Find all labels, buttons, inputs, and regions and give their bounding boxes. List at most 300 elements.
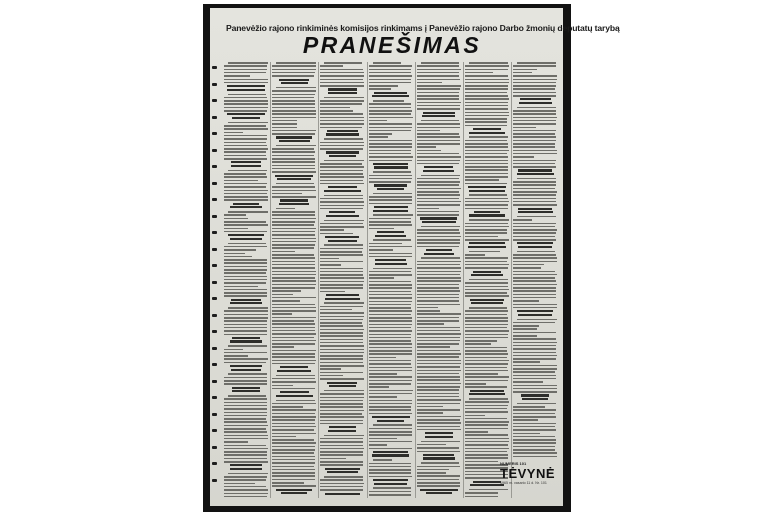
newspaper-title: TĖVYNĖ [500,466,556,481]
column-text-line [513,198,556,200]
column-text-line [513,328,537,330]
column-text-line [224,231,267,233]
column-text-line [513,391,556,393]
column-text-line [417,201,461,203]
column-text-line [417,287,460,289]
column-text-line [513,446,555,448]
column-text-line [369,256,413,258]
column-text-line [417,320,460,322]
column-text-line [272,244,315,246]
column-text-line [417,409,460,411]
column-text-line [465,118,507,120]
column-text-line [272,472,315,474]
column-text-line [224,320,267,322]
column-text-line [417,156,461,158]
binding-hole [212,165,217,168]
column-text-line [417,479,459,481]
column-text-line [320,103,362,105]
column-text-line [224,380,267,382]
column-text-line [373,100,404,102]
column-text-line [272,333,316,335]
column-text-line [369,120,388,122]
column-heading-line [470,390,505,392]
column-text-line [417,127,460,129]
column-text-line [513,304,556,306]
column-text-line [513,419,538,421]
column-text-line [465,360,509,362]
column-text-line [224,282,266,284]
column-text-line [272,378,315,380]
column-text-line [224,246,267,248]
column-text-line [320,420,363,422]
column-heading-line [423,454,454,456]
column-text-line [517,62,556,64]
column-text-line [513,413,555,415]
column-heading-line [231,299,261,301]
column-heading-line [275,175,313,177]
column-heading-line [373,163,408,165]
column-text-line [320,365,364,367]
column-text-line [465,108,508,110]
column-text-line [324,220,364,222]
column-text-line [320,198,362,200]
column-text-line [513,452,557,454]
column-text-line [369,472,411,474]
column-text-line [465,112,509,114]
column-text-line [513,375,556,377]
column-text-line [224,279,267,281]
column-text-line [224,199,268,201]
column-text-line [369,253,412,255]
column-heading-line [469,214,506,216]
column-text-line [369,85,398,87]
column-text-line [465,267,508,269]
column-text-line [320,306,363,308]
column-heading-line [230,206,262,208]
column-text-line [369,390,413,392]
column-text-line [513,300,539,302]
binding-hole [212,380,217,383]
column-text-line [513,236,555,238]
binding-hole [212,215,217,218]
column-text-line [465,405,508,407]
column-text-line [417,188,461,190]
column-text-line [513,290,555,292]
column-text-line [224,65,267,67]
column-text-line [417,290,461,292]
column-text-line [417,412,443,414]
column-text-line [513,267,540,269]
column-heading-line [517,242,553,244]
column-text-line [272,482,303,484]
column-rule [463,62,464,498]
column-text-line [417,85,461,87]
column-text-line [272,251,295,253]
column-heading-line [372,95,408,97]
column-text-line [417,393,459,395]
column-text-line [421,441,461,443]
column-text-line [228,307,268,309]
column-text-line [320,277,364,279]
column-heading-line [424,166,453,168]
column-text-line [513,160,556,162]
column-text-line [417,330,460,332]
column-heading-line [329,155,357,157]
column-heading-line [422,115,455,117]
column-text-line [224,489,268,491]
column-text-line [417,229,459,231]
column-text-line [465,229,507,231]
column-text-line [513,191,557,193]
column-heading-line [377,420,403,422]
column-heading-line [422,221,456,223]
column-text-line [369,146,413,148]
column-text-line [369,367,412,369]
column-text-line [513,254,556,256]
column-text-line [373,193,413,195]
column-text-line [513,223,556,225]
column-text-line [417,264,461,266]
column-text-line [513,69,537,71]
column-text-line [417,310,440,312]
column-text-line [513,416,556,418]
column-text-line [272,186,315,188]
column-text-line [272,214,315,216]
column-text-line [465,428,508,430]
column-text-line [320,180,363,182]
column-text-line [272,337,314,339]
column-text-line [513,166,556,168]
column-text-line [320,416,363,418]
column-text-line [465,461,498,463]
column-heading-line [375,259,405,261]
column-text-line [272,280,315,282]
column-text-line [224,224,268,226]
column-text-line [465,317,508,319]
column-text-line [465,434,508,436]
column-text-line [369,337,411,339]
column-text-line [465,150,509,152]
column-text-line [320,176,364,178]
column-heading-line [420,489,458,491]
column-heading-line [281,82,308,84]
column-text-line [513,194,556,196]
column-text-line [320,403,362,405]
column-text-line [369,123,412,125]
column-heading-line [375,263,407,265]
column-text-line [320,85,364,87]
column-text-line [465,408,507,410]
column-text-line [465,314,507,316]
column-heading-line [473,271,501,273]
text-column [369,60,413,500]
column-text-line [417,353,461,355]
column-text-line [272,94,314,96]
column-text-line [224,445,266,447]
column-text-line [272,479,315,481]
column-text-line [224,196,268,198]
column-text-line [369,304,412,306]
column-heading-line [373,479,407,481]
column-text-line [228,473,268,475]
column-heading-line [423,457,456,459]
column-text-line [324,435,364,437]
column-text-line [369,133,393,135]
column-text-line [320,79,363,81]
column-heading-line [327,382,357,384]
column-text-line [465,310,508,312]
column-text-line [369,153,412,155]
column-text-line [272,120,297,122]
column-text-line [224,352,267,354]
column-heading-line [377,231,403,233]
column-text-line [320,248,362,250]
column-text-line [224,276,267,278]
column-heading-line [228,234,263,236]
column-text-line [369,271,412,273]
column-text-line [224,458,267,460]
column-text-line [228,395,266,397]
column-text-line [513,325,539,327]
column-text-line [272,72,315,74]
column-text-line [272,284,316,286]
column-text-line [513,219,532,221]
column-heading-line [469,190,505,192]
column-text-line [421,257,460,259]
column-text-line [513,92,556,94]
column-text-line [224,75,250,77]
column-rule [415,62,416,498]
column-text-line [417,72,459,74]
column-text-line [417,422,461,424]
column-text-line [513,163,555,165]
column-text-line [272,290,301,292]
column-text-line [465,370,508,372]
column-text-line [513,123,555,125]
column-text-line [272,247,314,249]
column-text-line [324,97,364,99]
column-text-line [517,403,555,405]
column-text-line [369,203,412,205]
column-heading-line [325,493,361,495]
column-text-line [513,307,557,309]
column-text-line [465,350,507,352]
column-heading-line [279,203,309,205]
column-text-line [272,442,316,444]
newspaper-stamp [500,461,558,485]
column-text-line [272,297,315,299]
column-heading-line [327,471,358,473]
column-text-line [369,413,412,415]
binding-hole [212,248,217,251]
column-heading-line [424,253,454,255]
column-text-line [369,444,387,446]
column-text-line [465,183,507,185]
column-text-line [369,327,412,329]
column-text-line [465,421,509,423]
column-text-line [272,97,314,99]
column-text-line [272,304,315,306]
column-text-line [272,151,315,153]
column-text-line [513,229,557,231]
column-text-line [320,163,362,165]
column-text-line [465,330,509,332]
column-text-line [513,127,536,129]
column-text-line [417,429,461,431]
column-text-line [417,383,461,385]
column-text-line [228,94,266,96]
column-heading-line [232,390,260,392]
column-text-line [513,143,555,145]
column-text-line [369,403,413,405]
column-text-line [465,153,507,155]
column-text-line [272,65,316,67]
binding-hole [212,264,217,267]
text-column [417,60,461,500]
column-text-line [417,447,459,449]
column-text-line [465,198,508,200]
column-text-line [469,251,500,253]
column-text-line [417,160,461,162]
column-text-line [369,320,412,322]
column-text-line [224,218,248,220]
column-text-line [224,334,267,336]
column-text-line [417,337,460,339]
column-text-line [513,136,555,138]
column-text-line [513,110,556,112]
column-text-line [417,485,460,487]
column-text-line [224,355,248,357]
column-heading-line [227,85,264,87]
column-text-line [465,261,507,263]
column-text-line [272,238,316,240]
column-text-line [272,161,315,163]
column-text-line [224,110,267,112]
column-text-line [276,145,316,147]
column-heading-line [518,169,552,171]
column-text-line [417,313,461,315]
column-text-line [369,79,412,81]
column-text-line [272,419,314,421]
newspaper-footer: 1965 m. vasario 11 d. Nr. 101 [500,481,547,485]
column-text-line [224,286,258,288]
column-text-line [369,82,412,84]
column-heading-line [230,468,262,470]
column-heading-line [328,240,356,242]
column-text-line [369,103,412,105]
column-text-line [272,466,314,468]
column-heading-line [280,391,309,393]
column-text-line [272,75,314,77]
column-text-line [513,368,556,370]
column-text-line [465,415,485,417]
text-column [272,60,316,500]
column-heading-line [329,385,357,387]
column-text-line [513,239,556,241]
issue-line: NUMERIS 101 [500,461,527,466]
column-text-line [417,386,460,388]
column-text-line [224,483,255,485]
column-text-line [320,208,363,210]
column-text-line [369,160,413,162]
column-text-line [417,82,442,84]
column-text-line [224,155,266,157]
column-text-line [513,409,555,411]
column-heading-line [326,133,359,135]
column-text-line [369,466,412,468]
column-text-line [513,271,555,273]
column-text-line [320,352,363,354]
column-text-line [320,229,343,231]
column-text-line [417,370,461,372]
column-heading-line [425,436,453,438]
column-text-line [320,170,362,172]
column-text-line [513,72,532,74]
column-text-line [228,373,267,375]
column-text-line [320,69,363,71]
column-text-line [465,383,486,385]
column-text-line [272,449,315,451]
column-text-line [272,323,315,325]
column-text-line [324,390,363,392]
binding-hole [212,231,217,234]
column-text-line [320,223,362,225]
column-text-line [320,261,362,263]
column-text-line [417,105,461,107]
headline: Panevėžio rajono rinkiminės komisijos rinkimams į Panevėžio rajono Darbo žmonių deputatų tarybą [226,23,620,33]
column-text-line [513,150,556,152]
column-text-line [324,476,362,478]
column-text-line [320,183,363,185]
column-text-line [517,251,555,253]
column-heading-line [372,454,410,456]
column-text-line [320,362,363,364]
column-text-line [224,180,258,182]
column-text-line [417,346,450,348]
column-text-line [320,335,363,337]
column-text-line [272,148,314,150]
column-text-line [417,261,461,263]
column-text-line [224,330,267,332]
column-text-line [513,117,556,119]
column-text-line [320,349,364,351]
column-text-line [369,297,412,299]
column-text-line [320,483,364,485]
column-text-line [272,436,296,438]
column-heading-line [325,236,359,238]
column-text-line [369,281,412,283]
column-text-line [369,218,412,220]
column-text-line [465,125,507,127]
binding-hole [212,182,217,185]
column-text-line [224,151,266,153]
column-heading-line [326,294,359,296]
column-text-line [465,115,509,117]
column-text-line [417,198,459,200]
column-text-line [465,173,508,175]
column-text-line [224,451,267,453]
column-heading-line [325,468,360,470]
column-text-line [324,160,364,162]
column-text-line [417,327,460,329]
newspaper-page [210,8,620,506]
column-text-line [369,246,412,248]
column-text-line [513,381,543,383]
column-heading-line [276,136,311,138]
column-text-line [272,317,316,319]
column-text-line [465,431,488,433]
column-text-line [224,228,248,230]
